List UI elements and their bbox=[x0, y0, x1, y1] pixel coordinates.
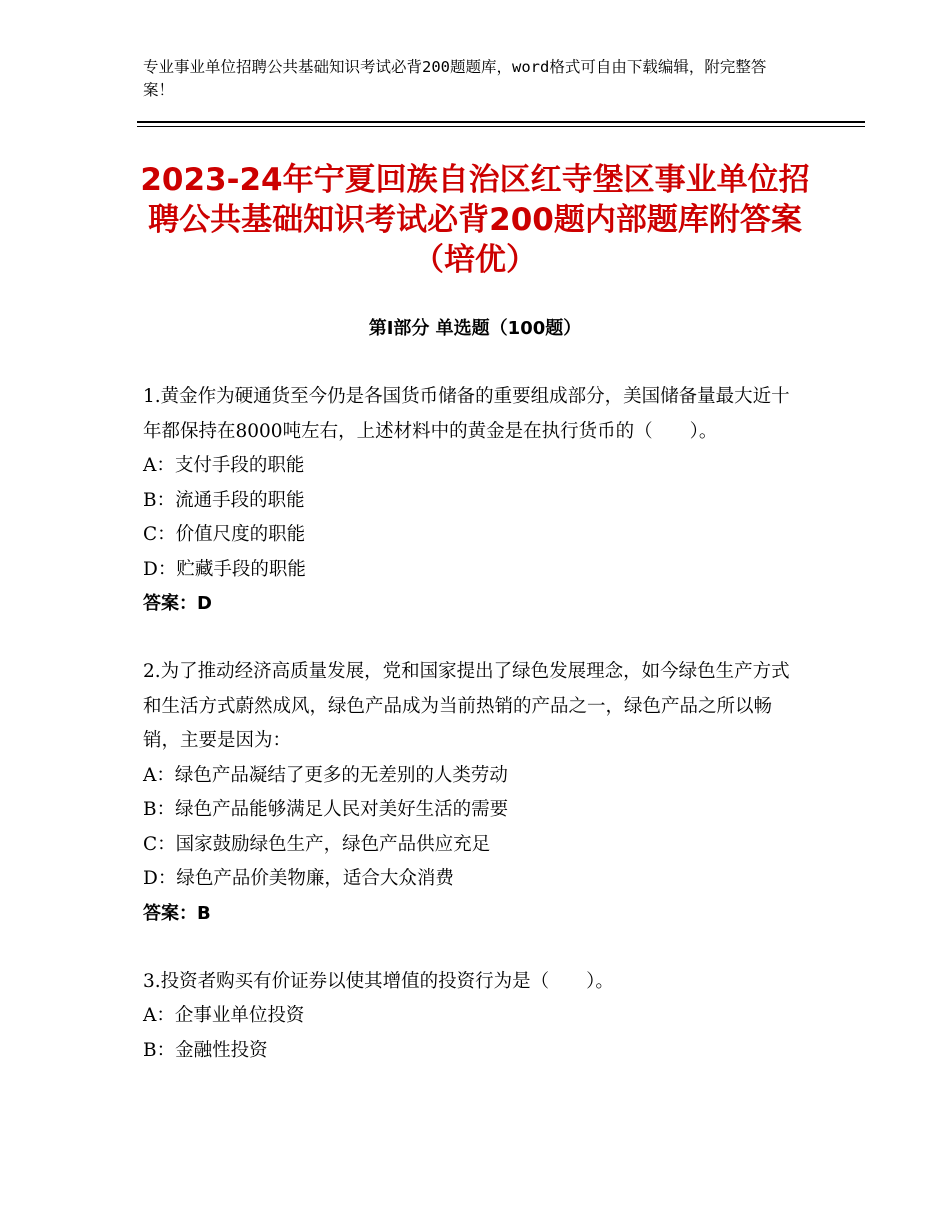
option-b: B：金融性投资 bbox=[143, 1039, 268, 1061]
answer: 答案：D bbox=[143, 593, 212, 614]
option-d: D：贮藏手段的职能 bbox=[143, 558, 306, 580]
answer: 答案：B bbox=[143, 902, 211, 924]
option-d: D：绿色产品价美物廉，适合大众消费 bbox=[143, 868, 454, 889]
question-1 bbox=[143, 380, 803, 621]
question-stem: 1.黄金作为硬通货至今仍是各国货币储备的重要组成部分，美国储备量最大近十年都保持在8000吨左右，上述材料中的黄金是在执行货币的（ ）。 bbox=[143, 386, 790, 442]
header-note: 专业事业单位招聘公共基础知识考试必背200题题库，word格式可自由下载编辑，附完整答案！ bbox=[143, 58, 767, 99]
option-a: A：支付手段的职能 bbox=[143, 455, 305, 476]
option-a: A：企事业单位投资 bbox=[143, 1005, 305, 1026]
option-c: C：国家鼓励绿色生产，绿色产品供应充足 bbox=[143, 833, 491, 855]
question-3 bbox=[143, 965, 803, 1069]
option-b: B：绿色产品能够满足人民对美好生活的需要 bbox=[143, 799, 509, 820]
header-rule-thin bbox=[137, 126, 865, 127]
question-2 bbox=[143, 655, 803, 931]
header-rule-thick bbox=[137, 121, 865, 123]
option-a: A：绿色产品凝结了更多的无差别的人类劳动 bbox=[143, 764, 508, 786]
option-b: B：流通手段的职能 bbox=[143, 489, 305, 511]
question-list bbox=[143, 380, 803, 1102]
section-title: 第Ⅰ部分 单选题（100题） bbox=[368, 318, 582, 339]
question-stem: 3.投资者购买有价证券以使其增值的投资行为是（ ）。 bbox=[143, 970, 614, 992]
question-stem: 2.为了推动经济高质量发展，党和国家提出了绿色发展理念，如今绿色生产方式和生活方式蔚然成风，绿色产品成为当前热销的产品之一，绿色产品之所以畅销，主要是因为： bbox=[143, 661, 790, 751]
document-title: 2023-24年宁夏回族自治区红寺堡区事业单位招聘公共基础知识考试必背200题内部题库附答案（培优） bbox=[140, 162, 810, 278]
option-c: C：价值尺度的职能 bbox=[143, 524, 306, 545]
